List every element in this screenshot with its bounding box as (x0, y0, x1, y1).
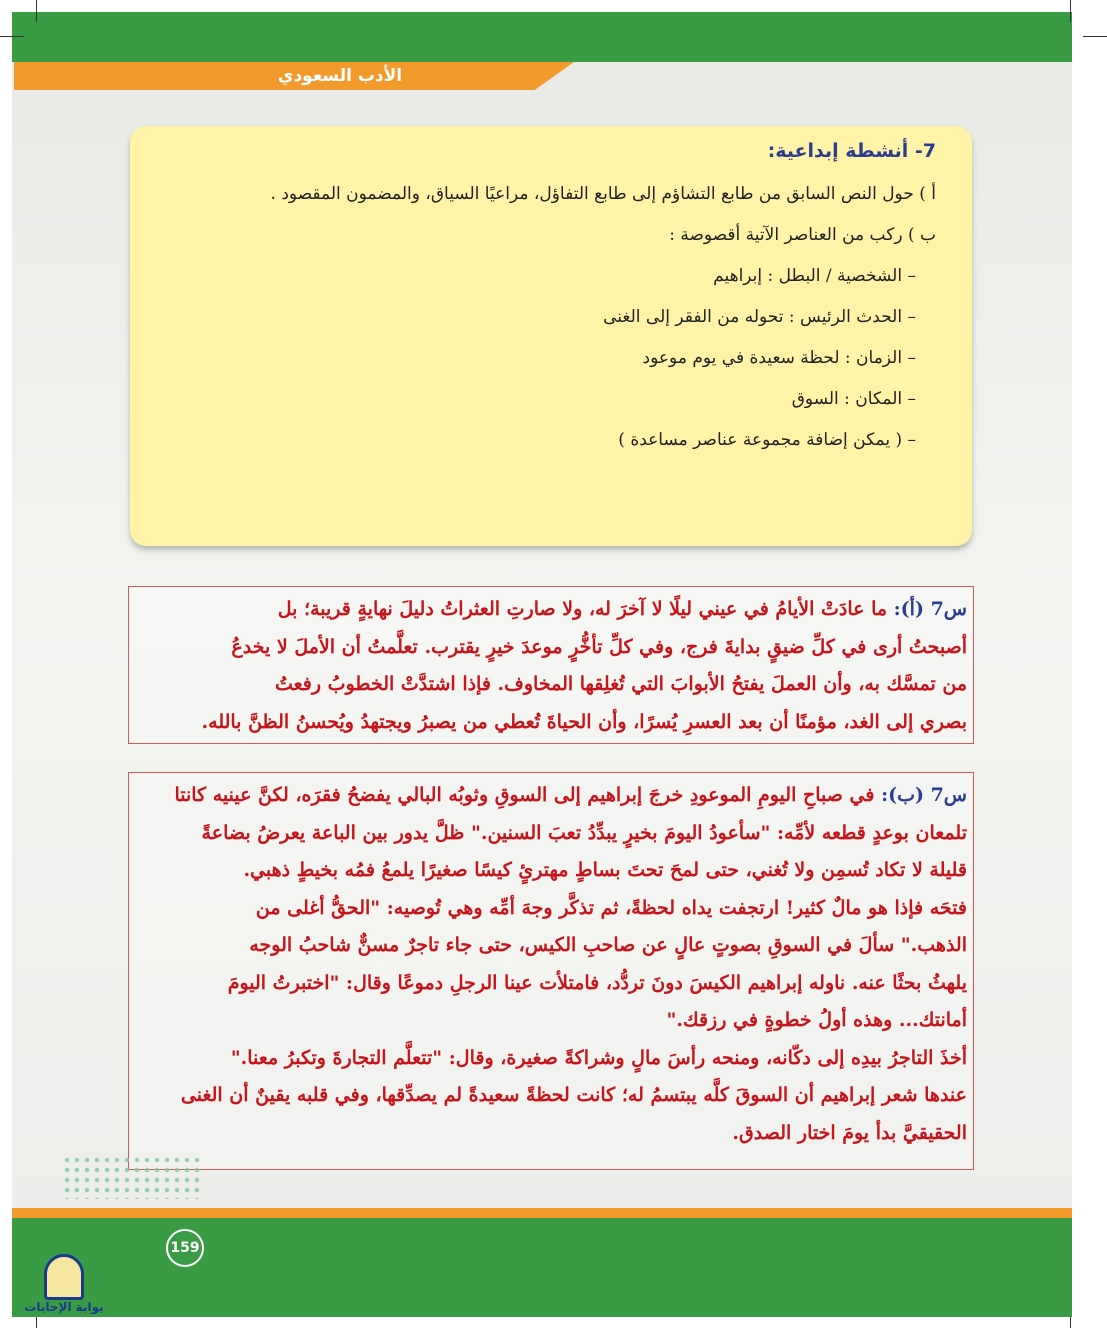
answer-b-label: س7 (ب): (881, 784, 967, 806)
answer-a-line: أصبحتُ أرى في كلِّ ضيقٍ بدايةَ فرج، وفي كلِّ تأخُّرٍ موعدَ خيرٍ يقترب. تعلَّمتُ أن الأملَ لا يخدعُ (231, 635, 967, 658)
header-title: الأدب السعودي (277, 66, 403, 86)
activity-line: – ( يمكن إضافة مجموعة عناصر مساعدة ) (618, 430, 916, 450)
answer-b-line: فتحَه فإذا هو مالٌ كثير! ارتجفت يداه لحظةً، ثم تذكَّر وجهَ أمِّه وهي تُوصيه: "الحقُّ أغلى من (255, 896, 967, 919)
creative-activities-box (130, 126, 972, 546)
activity-line: – الزمان : لحظة سعيدة في يوم موعود (642, 348, 916, 368)
top-green-band (12, 12, 1072, 62)
answer-a-text: ما عادَتْ الأيامُ في عيني ليلًا لا آخرَ له، ولا صارتِ العثراتُ دليلَ نهايةٍ قريبة؛ بل (277, 598, 888, 620)
answer-a-line: من تمسَّك به، وأن العملَ يفتحُ الأبوابَ التي تُغلِقها المخاوف. فإذا اشتدَّتْ الخطوبُ رفعتُ (274, 673, 967, 695)
answer-b-box (128, 772, 974, 1170)
answer-a-box (128, 586, 974, 744)
answers-gate-logo-text: بوابة الإجابات (24, 1300, 104, 1314)
crop-mark (0, 36, 24, 37)
page-number: 159 (166, 1229, 204, 1267)
answer-b-line: تلمعان بوعدٍ قطعه لأمِّه: "سأعودُ اليومَ بخيرٍ يبدِّدُ تعبَ السنين." ظلَّ يدور بين الباعة يعرضُ بضاعةً (201, 821, 967, 844)
answer-b-line: يلهثُ بحثًا عنه. ناوله إبراهيم الكيسَ دونَ تردُّد، فامتلأت عينا الرجلِ دموعًا وقال: "اختبرتُ اليومَ (227, 971, 967, 994)
bottom-orange-strip (12, 1208, 1072, 1218)
answers-gate-logo-icon (44, 1254, 84, 1300)
answer-b-line: عندها شعر إبراهيم أن السوقَ كلَّه يبتسمُ له؛ كانت لحظةً سعيدةً لم يصدِّقها، وفي قلبه يقينٌ أن الغنى (180, 1084, 967, 1106)
crop-mark (1083, 36, 1107, 37)
answer-b-line (135, 777, 967, 815)
crop-mark (36, 0, 37, 22)
answer-a-line: بصري إلى الغد، مؤمنًا أن بعد العسرِ يُسرًا، وأن الحياةَ تُعطي من يصبرُ ويجتهدُ ويُحسنُ الظنَّ بالله. (201, 710, 967, 733)
activities-heading: 7- أنشطة إبداعية: (767, 140, 936, 162)
activity-line: أ ) حول النص السابق من طابع التشاؤم إلى طابع التفاؤل، مراعيًا السياق، والمضمون المقصود . (270, 184, 936, 204)
activity-line: ب ) ركب من العناصر الآتية أقصوصة : (669, 225, 936, 245)
activity-line: – الحدث الرئيس : تحوله من الفقر إلى الغنى (603, 307, 916, 327)
answer-b-line: أمانتك... وهذه أولُ خطوةٍ في رزقك." (666, 1009, 967, 1031)
answer-b-text: في صباحِ اليومِ الموعودِ خرجَ إبراهيم إلى السوقِ وثوبُه البالي يفضحُ فقرَه، لكنَّ عينيه كانتا (174, 784, 875, 806)
answer-a-line (135, 591, 967, 629)
answer-b-line: الذهب." سألَ في السوقِ بصوتٍ عالٍ عن صاحبِ الكيس، حتى جاء تاجرٌ مسنٌّ شاحبُ الوجه (249, 934, 967, 956)
crop-mark (1070, 0, 1071, 22)
decorative-dots (62, 1155, 202, 1199)
activity-line: – المكان : السوق (791, 389, 916, 409)
answer-b-line: قليلة لا تكاد تُسمِن ولا تُغني، حتى لمحَ تحتَ بساطٍ مهترئٍ كيسًا صغيرًا يلمعُ فمُه بخيطٍ ذهبي. (243, 859, 967, 881)
answer-a-label: س7 (أ): (893, 598, 967, 620)
activity-line: – الشخصية / البطل : إبراهيم (713, 266, 916, 286)
bottom-green-band (12, 1218, 1072, 1317)
answer-b-line: أخذَ التاجرُ بيدِه إلى دكّانه، ومنحه رأسَ مالٍ وشراكةً صغيرة، وقال: "تتعلَّم التجارةَ وتكبرُ معنا." (230, 1046, 967, 1069)
answer-b-line: الحقيقيَّ بدأ يومَ اختار الصدق. (732, 1121, 967, 1144)
